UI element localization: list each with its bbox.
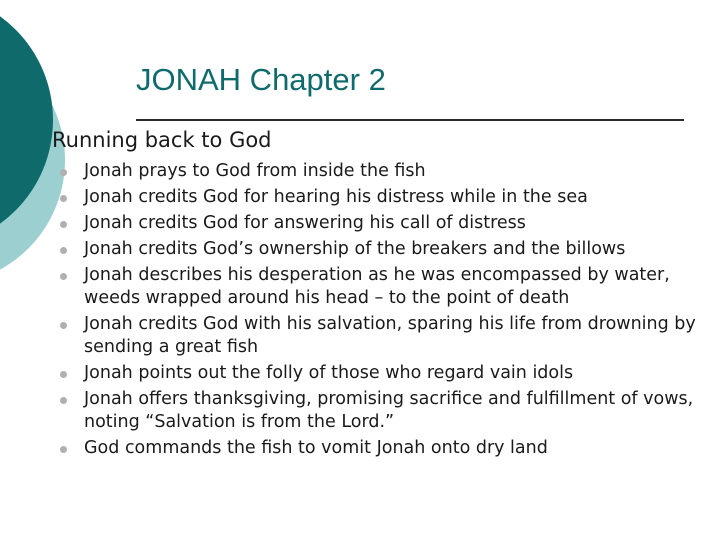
- bullet-dot-icon: [60, 221, 67, 228]
- bullet-item: [56, 264, 712, 310]
- bullet-item: [56, 362, 712, 385]
- bullet-dot-icon: [60, 195, 67, 202]
- bullet-item: [56, 437, 712, 460]
- bullet-dot-icon: [60, 169, 67, 176]
- bullet-text: Jonah credits God for answering his call of distress: [84, 213, 526, 233]
- bullet-item: [56, 388, 712, 434]
- bullet-dot-icon: [60, 371, 67, 378]
- title-underline: [136, 119, 684, 121]
- bullet-item: [56, 186, 712, 209]
- bullet-text: Jonah describes his desperation as he was encompassed by water, weeds wrapped around his head – to the point of death: [84, 265, 670, 308]
- bullet-text: God commands the fish to vomit Jonah onto dry land: [84, 438, 548, 458]
- bullet-dot-icon: [60, 247, 67, 254]
- bullet-list: [56, 160, 712, 463]
- bullet-item: [56, 212, 712, 235]
- bullet-dot-icon: [60, 446, 67, 453]
- bullet-text: Jonah credits God’s ownership of the breakers and the billows: [84, 239, 626, 259]
- bullet-item: [56, 238, 712, 261]
- bullet-dot-icon: [60, 322, 67, 329]
- bullet-item: [56, 160, 712, 183]
- bullet-text: Jonah credits God with his salvation, sparing his life from drowning by sending a great fish: [84, 314, 696, 357]
- bullet-dot-icon: [60, 273, 67, 280]
- bullet-text: Jonah prays to God from inside the fish: [84, 161, 426, 181]
- bullet-item: [56, 313, 712, 359]
- section-heading: Running back to God: [52, 128, 272, 152]
- bullet-text: Jonah offers thanksgiving, promising sacrifice and fulfillment of vows, noting “Salvation is from the Lord.”: [84, 389, 694, 432]
- bullet-text: Jonah credits God for hearing his distress while in the sea: [84, 187, 588, 207]
- slide-title: JONAH Chapter 2: [136, 62, 386, 97]
- bullet-dot-icon: [60, 397, 67, 404]
- bullet-text: Jonah points out the folly of those who regard vain idols: [84, 363, 574, 383]
